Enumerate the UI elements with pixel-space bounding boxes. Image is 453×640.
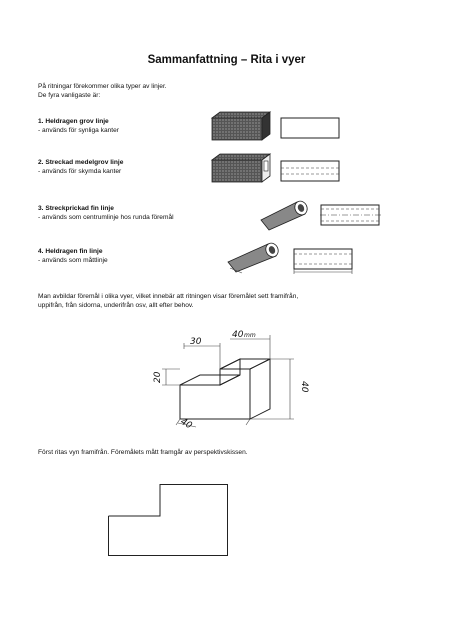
front-view-rect-3: [320, 203, 382, 227]
dim-40-bottom: 40: [178, 416, 194, 432]
line-type-3-heading: 3. Streckprickad fin linje: [38, 205, 114, 212]
tube-icon: [255, 198, 315, 232]
views-paragraph-line-2: uppifrån, från sidorna, underifrån osv, allt efter behov.: [38, 302, 194, 309]
intro-line-1: På ritningar förekommer olika typer av linjer.: [38, 83, 167, 90]
line-type-4-heading: 4. Heldragen fin linje: [38, 248, 103, 255]
dim-40-right: 40: [299, 381, 309, 393]
page-title: Sammanfattning – Rita i vyer: [147, 54, 306, 66]
front-view-drawing: [108, 484, 228, 556]
front-view-rect-1: [280, 117, 340, 139]
views-paragraph-line-1: Man avbildar föremål i olika vyer, vilket innebär att ritningen visar föremålet sett framifrån,: [38, 293, 299, 300]
front-view-text: Först ritas vyn framifrån. Föremålets mått framgår av perspektivskissen.: [38, 449, 248, 456]
intro-line-2: De fyra vanligaste är:: [38, 92, 101, 99]
perspective-sketch: [140, 325, 320, 430]
dim-40-top: 40: [232, 330, 244, 340]
dim-30: 30: [190, 337, 202, 347]
line-type-3-desc: - används som centrumlinje hos runda föremål: [38, 214, 174, 221]
line-type-2-desc: - används för skymda kanter: [38, 168, 122, 175]
line-type-4-desc: - används som måttlinje: [38, 257, 108, 264]
line-type-1-desc: - används för synliga kanter: [38, 127, 119, 134]
line-type-1-heading: 1. Heldragen grov linje: [38, 118, 109, 125]
dim-20: 20: [153, 371, 163, 383]
dim-units: mm: [244, 332, 256, 339]
front-view-rect-4: [290, 247, 358, 275]
hollow-box-icon: [210, 152, 280, 184]
line-type-2-heading: 2. Streckad medelgrov linje: [38, 159, 124, 166]
tube-icon: [222, 238, 292, 274]
front-view-rect-2: [280, 160, 340, 182]
solid-box-icon: [210, 110, 280, 142]
